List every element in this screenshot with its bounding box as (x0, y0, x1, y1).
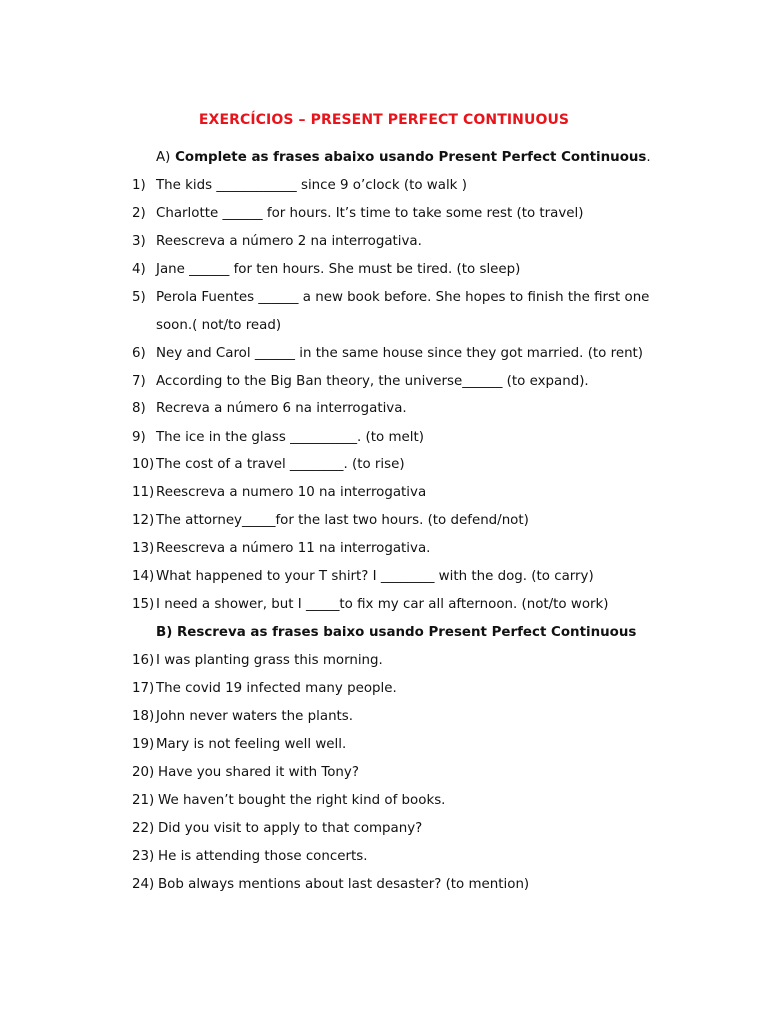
item-text: He is attending those concerts. (158, 849, 368, 864)
section-b-instruction: Rescreva as frases baixo usando Present Perfect Continuous (177, 625, 637, 640)
item-text: Did you visit to apply to that company? (158, 821, 423, 836)
item-number: 17) (132, 681, 155, 696)
item-text: Recreva a número 6 na interrogativa. (156, 401, 407, 416)
item-text: Ney and Carol ______ in the same house since they got married. (to rent) (156, 346, 644, 361)
item-number: 24) (132, 877, 155, 892)
item-text: Bob always mentions about last desaster? (to mention) (158, 877, 530, 892)
item-number: 8) (132, 401, 146, 416)
item-text: Mary is not feeling well well. (156, 737, 347, 752)
item-text: According to the Big Ban theory, the universe______ (to expand). (156, 374, 589, 389)
item-text: The covid 19 infected many people. (156, 681, 397, 696)
section-a-instruction: Complete as frases abaixo usando Present Perfect Continuous (175, 150, 647, 165)
item-number: 9) (132, 430, 146, 445)
item-number: 16) (132, 653, 155, 668)
item-number: 22) (132, 821, 155, 836)
item-text: What happened to your T shirt? I ________ with the dog. (to carry) (156, 569, 594, 584)
item-text: The ice in the glass __________. (to melt) (156, 430, 424, 445)
item-text: I need a shower, but I _____to fix my car all afternoon. (not/to work) (156, 597, 609, 612)
item-number: 10) (132, 457, 155, 472)
item-number: 12) (132, 513, 155, 528)
section-a-end: . (646, 150, 651, 165)
item-number: 20) (132, 765, 155, 780)
item-text: The cost of a travel ________. (to rise) (156, 457, 405, 472)
item-text: Perola Fuentes ______ a new book before. She hopes to finish the first one (156, 290, 650, 305)
item-number: 2) (132, 206, 146, 221)
section-a-heading (156, 148, 651, 168)
item-text: Jane ______ for ten hours. She must be tired. (to sleep) (156, 262, 521, 277)
item-text-continuation: soon.( not/to read) (156, 318, 282, 333)
item-number: 6) (132, 346, 146, 361)
item-number: 7) (132, 374, 146, 389)
item-text: We haven’t bought the right kind of books. (158, 793, 446, 808)
item-text: John never waters the plants. (156, 709, 354, 724)
item-text: The kids ____________ since 9 o’clock (to walk ) (156, 178, 467, 193)
page-title: EXERCÍCIOS – PRESENT PERFECT CONTINUOUS (198, 112, 570, 128)
item-number: 13) (132, 541, 155, 556)
item-number: 15) (132, 597, 155, 612)
item-number: 21) (132, 793, 155, 808)
item-number: 3) (132, 234, 146, 249)
item-number: 4) (132, 262, 146, 277)
item-text: I was planting grass this morning. (156, 653, 383, 668)
item-number: 11) (132, 485, 155, 500)
item-number: 14) (132, 569, 155, 584)
item-number: 19) (132, 737, 155, 752)
item-number: 18) (132, 709, 155, 724)
section-b-heading (156, 623, 636, 643)
item-text: Reescreva a numero 10 na interrogativa (156, 485, 427, 500)
item-text: Charlotte ______ for hours. It’s time to take some rest (to travel) (156, 206, 584, 221)
item-text: Have you shared it with Tony? (158, 765, 359, 780)
item-text: The attorney_____for the last two hours. (to defend/not) (156, 513, 529, 528)
section-b-label: B) (156, 625, 173, 640)
item-number: 5) (132, 290, 146, 305)
section-a-label: A) (156, 150, 171, 165)
item-text: Reescreva a número 11 na interrogativa. (156, 541, 431, 556)
item-number: 1) (132, 178, 146, 193)
item-number: 23) (132, 849, 155, 864)
item-text: Reescreva a número 2 na interrogativa. (156, 234, 422, 249)
